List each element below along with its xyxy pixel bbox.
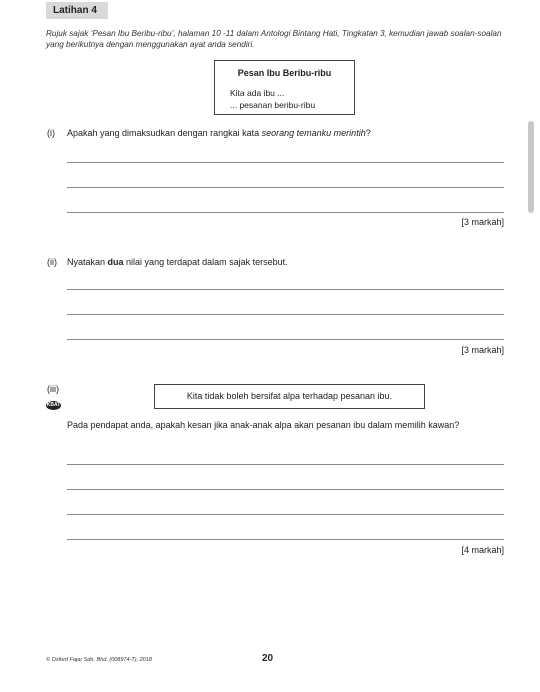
exercise-tag: Latihan 4 xyxy=(46,2,108,19)
poem-title: Pesan Ibu Beribu-ribu xyxy=(237,68,332,78)
question-text-part: Nyatakan xyxy=(67,257,108,267)
answer-line[interactable] xyxy=(67,489,504,490)
answer-line[interactable] xyxy=(67,162,504,163)
question-number: (i) xyxy=(47,128,55,138)
instructions-text: Rujuk sajak ‘Pesan Ibu Beribu-ribu’, halaman 10 -11 dalam Antologi Bintang Hati, Tingkatan 3, kemudian jawab soalan-soalan yang berikutnya dengan menggunakan ayat anda sendiri. xyxy=(46,29,502,49)
answer-line[interactable] xyxy=(67,464,504,465)
question-text xyxy=(67,128,371,139)
answer-line[interactable] xyxy=(67,314,504,315)
question-text-part: nilai yang terdapat dalam sajak tersebut. xyxy=(123,257,288,267)
answer-line[interactable] xyxy=(67,339,504,340)
kbat-badge: KBAT xyxy=(46,402,61,408)
answer-line[interactable] xyxy=(67,212,504,213)
poem-line: ... pesanan beribu-ribu xyxy=(230,100,316,110)
question-number: (ii) xyxy=(47,257,57,267)
statement-box: Kita tidak boleh bersifat alpa terhadap pesanan ibu. xyxy=(154,384,425,409)
question-number: (iii) xyxy=(47,384,59,394)
question-text-part: Apakah yang dimaksudkan dengan rangkai kata xyxy=(67,128,262,138)
question-text: Pada pendapat anda, apakah kesan jika anak-anak alpa akan pesanan ibu dalam memilih kawan? xyxy=(67,420,460,430)
scrollbar-thumb[interactable] xyxy=(528,121,534,213)
copyright-text: © Oxford Fajar Sdn. Bhd. (008974-T), 2018 xyxy=(46,657,152,663)
poem-excerpt-box xyxy=(214,60,355,115)
answer-line[interactable] xyxy=(67,539,504,540)
question-emphasis: seorang temanku merintih xyxy=(261,128,366,138)
answer-line[interactable] xyxy=(67,289,504,290)
page-number: 20 xyxy=(262,653,274,664)
question-text-part: ? xyxy=(365,128,371,138)
poem-line: Kita ada ibu ... xyxy=(230,88,285,98)
question-text xyxy=(67,257,288,268)
answer-line[interactable] xyxy=(67,187,504,188)
marks-label: [3 markah] xyxy=(461,217,504,227)
question-bold: dua xyxy=(107,257,124,267)
marks-label: [3 markah] xyxy=(461,345,504,355)
answer-line[interactable] xyxy=(67,514,504,515)
marks-label: [4 markah] xyxy=(461,545,504,555)
